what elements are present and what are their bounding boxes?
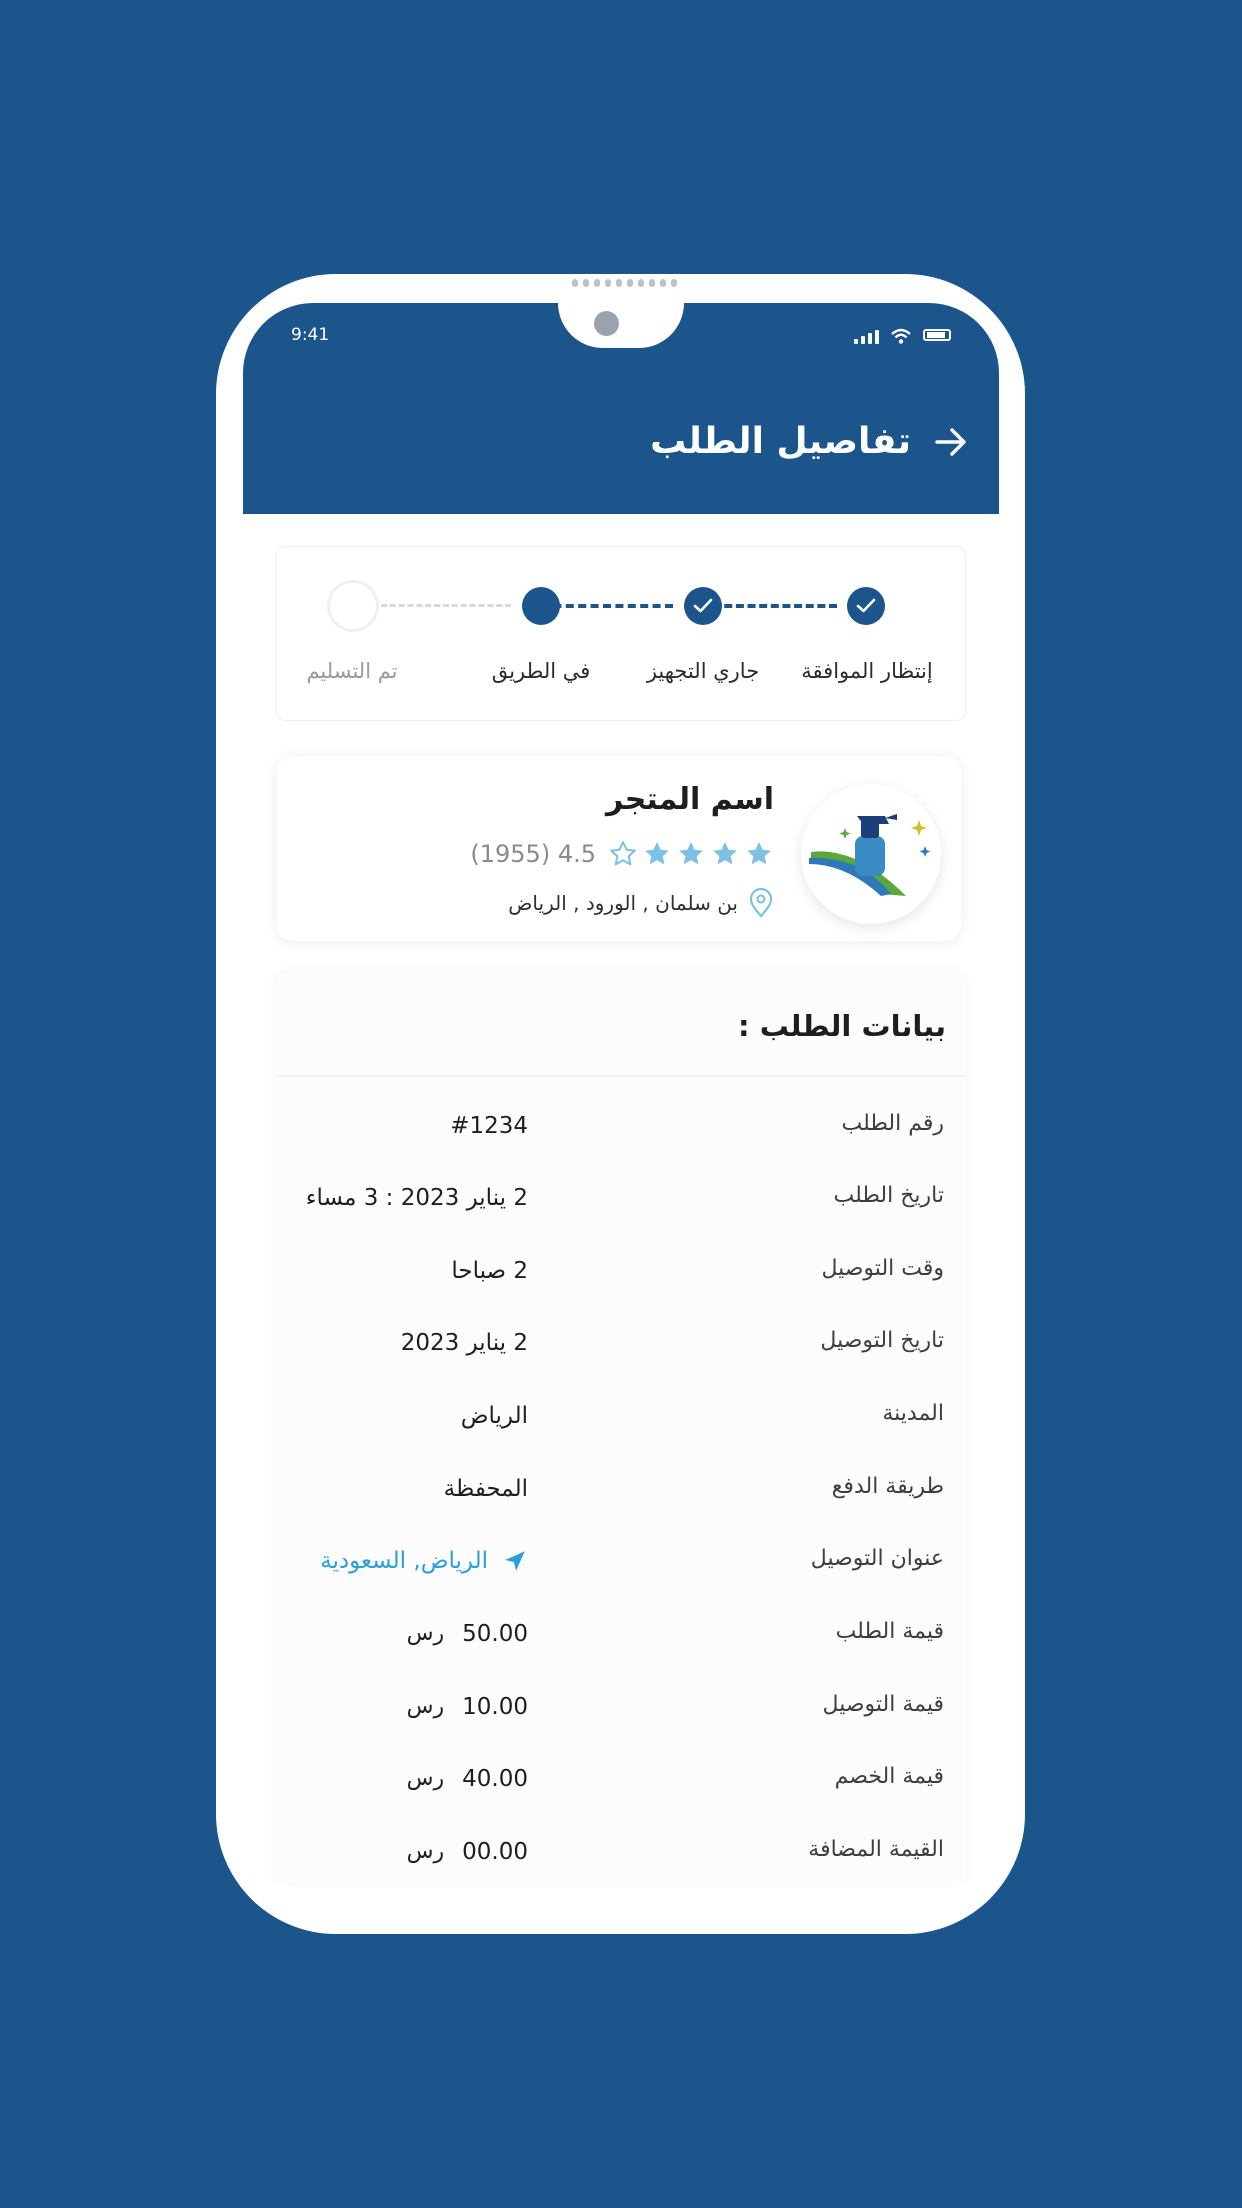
order-row (276, 1256, 966, 1296)
star-filled-icon (710, 839, 740, 869)
status-time: 9:41 (291, 325, 330, 345)
speaker-grill (572, 279, 677, 287)
status-icons (854, 324, 951, 344)
order-row (276, 1692, 966, 1732)
row-amount (407, 1839, 528, 1865)
signal-icon (854, 330, 879, 344)
order-row (276, 1401, 966, 1441)
step-check-icon (847, 587, 885, 625)
row-amount (407, 1621, 528, 1647)
wifi-icon (891, 328, 911, 344)
divider (276, 1075, 966, 1077)
amount-value: 40.00 (462, 1766, 528, 1792)
step-label: في الطريق (491, 659, 591, 683)
row-amount (407, 1694, 528, 1720)
row-label: قيمة الطلب (835, 1619, 944, 1644)
delivery-address-link[interactable] (320, 1548, 528, 1574)
row-label: تاريخ الطلب (833, 1183, 944, 1208)
step-label: تم التسليم (306, 659, 398, 683)
order-row (276, 1111, 966, 1151)
battery-icon (923, 329, 951, 341)
row-label: طريقة الدفع (831, 1474, 944, 1499)
star-filled-icon (642, 839, 672, 869)
step-pending-dot (327, 580, 379, 632)
row-value: الرياض (460, 1403, 528, 1429)
order-row (276, 1183, 966, 1223)
store-name: اسم المتجر (606, 782, 774, 817)
row-value: 2 يناير 2023 : 3 مساء (305, 1185, 528, 1211)
currency-label: رس (406, 1766, 445, 1791)
row-label: قيمة الخصم (834, 1764, 944, 1789)
order-row (276, 1546, 966, 1586)
currency-label: رس (406, 1621, 445, 1646)
row-amount (407, 1766, 528, 1792)
star-filled-icon (676, 839, 706, 869)
step-check-icon (684, 587, 722, 625)
arrow-right-icon[interactable] (933, 424, 969, 460)
step-current-dot (522, 587, 560, 625)
amount-value: 00.00 (462, 1839, 528, 1865)
title-bar (650, 421, 969, 462)
row-label: عنوان التوصيل (810, 1546, 944, 1571)
row-label: وقت التوصيل (821, 1256, 944, 1281)
row-label: تاريخ التوصيل (820, 1328, 944, 1353)
order-details-card (276, 973, 966, 1888)
row-label: المدينة (882, 1401, 944, 1426)
delivery-address-text: الرياض, السعودية (320, 1548, 488, 1574)
rating-reviews-count: (1955) 4.5 (470, 840, 596, 868)
location-pin-icon (748, 888, 774, 918)
amount-value: 10.00 (462, 1694, 528, 1720)
progress-line-pending (381, 604, 511, 607)
app-header (243, 303, 999, 514)
order-progress-card (276, 546, 966, 721)
row-value: المحفظة (443, 1476, 528, 1502)
notch (558, 303, 684, 348)
row-value: #1234 (450, 1113, 528, 1139)
page-title: تفاصيل الطلب (650, 421, 911, 462)
order-row (276, 1764, 966, 1804)
star-filled-icon (744, 839, 774, 869)
progress-line-done (541, 604, 673, 608)
navigation-arrow-icon (502, 1548, 528, 1574)
store-card[interactable] (277, 756, 961, 941)
store-logo (801, 784, 941, 924)
order-row (276, 1619, 966, 1659)
row-label: رقم الطلب (841, 1111, 944, 1136)
star-outline-icon (608, 839, 638, 869)
camera-icon (594, 311, 619, 336)
row-label: القيمة المضافة (808, 1837, 944, 1862)
order-details-title: بيانات الطلب : (738, 1009, 946, 1043)
app-screen (243, 303, 999, 1888)
row-value: 2 صباحا (451, 1258, 528, 1284)
row-value: 2 يناير 2023 (400, 1330, 528, 1356)
currency-label: رس (406, 1839, 445, 1864)
order-row (276, 1328, 966, 1368)
store-rating (470, 839, 774, 869)
amount-value: 50.00 (462, 1621, 528, 1647)
order-row (276, 1474, 966, 1514)
order-row (276, 1837, 966, 1877)
currency-label: رس (406, 1694, 445, 1719)
step-label: إنتظار الموافقة (801, 659, 933, 683)
step-label: جاري التجهيز (646, 659, 760, 683)
store-location (508, 888, 774, 918)
store-location-text: بن سلمان , الورود , الرياض (508, 891, 738, 915)
row-label: قيمة التوصيل (822, 1692, 944, 1717)
